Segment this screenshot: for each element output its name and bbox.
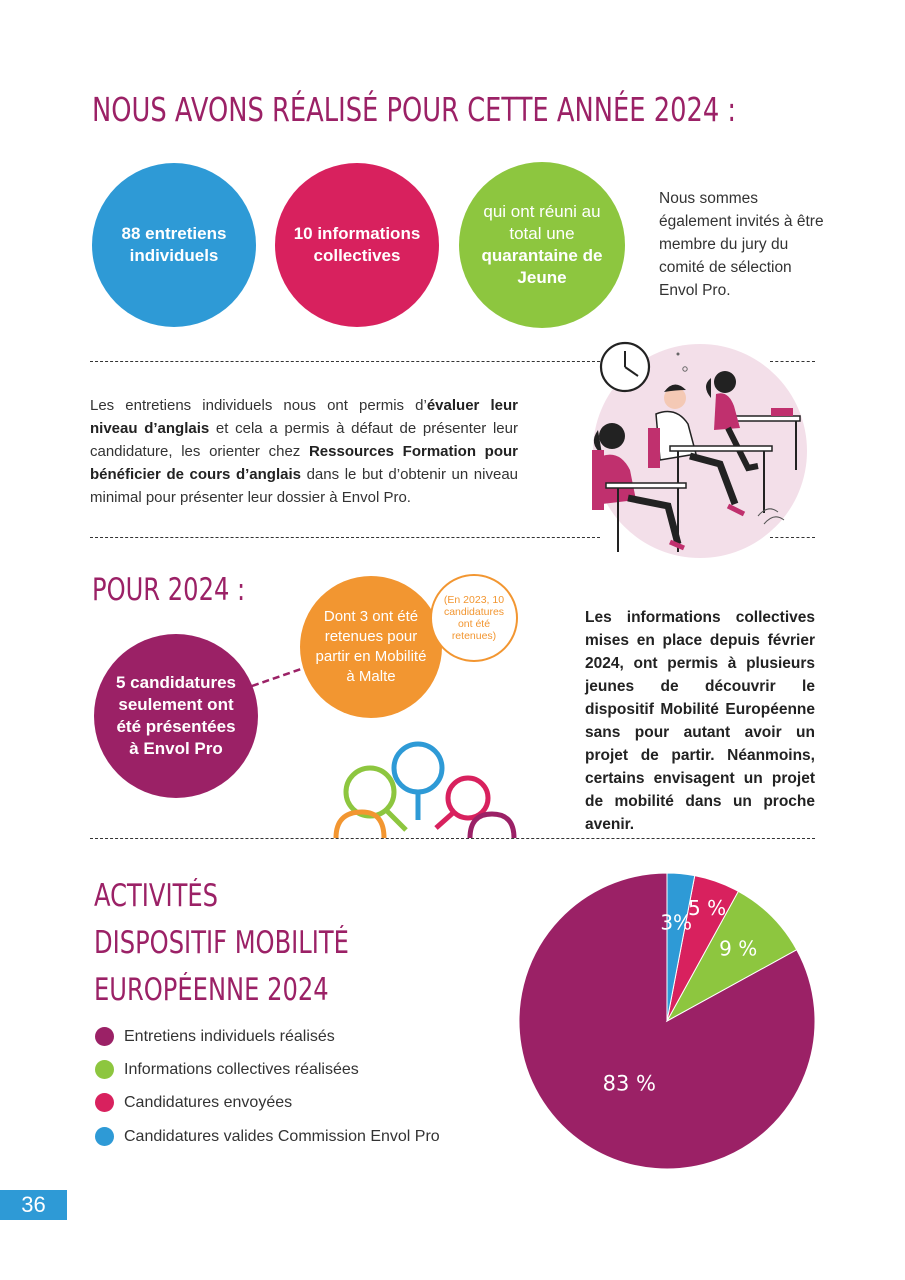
legend-label: Entretiens individuels réalisés [124,1027,335,1045]
legend-item-valides [95,1127,440,1146]
front-desk [606,483,686,488]
entretiens-bold-2: Ressources Formation pour bénéficier de cours d’anglais [90,443,518,483]
page-title-wrap [92,90,905,129]
legend-swatch [95,1060,114,1079]
person-front [599,423,625,449]
clock-icon [601,343,649,391]
pour-title-wrap [92,572,288,608]
legend-swatch [95,1093,114,1112]
separator-2b [770,537,815,538]
study-illustration [578,338,808,560]
jury-text: Nous sommes également invités à être membre du jury du comité de sélection Envol Pro. [659,190,824,299]
stat-circle-participants-bold: quarantaine de Jeune [481,246,603,287]
activites-title [94,873,421,1014]
back-desk [728,416,800,421]
entretiens-paragraph [90,394,518,509]
activites-title-line-3: EUROPÉENNE 2024 [94,972,329,1008]
people-search-icon [330,740,520,838]
stat-circle-informations [275,163,439,327]
middle-chair [648,428,660,468]
stat-circle-entretiens [92,163,256,327]
entretiens-bold-1: évaluer leur niveau d’anglais [90,397,519,437]
page-number: 36 [0,1190,67,1220]
legend-swatch [95,1027,114,1046]
pie-label-2: 9 % [719,936,758,961]
middle-desk [670,446,772,451]
separator-2a [90,537,600,538]
candidatures-circle [94,634,258,798]
stat-circle-participants-text: qui ont réuni au total une [483,202,601,243]
legend-item-entretiens [95,1027,335,1046]
note-2023-circle [430,574,518,662]
pie-label-3: 5 % [688,896,727,921]
pie-label-1: 83 % [602,1071,657,1096]
note-2023-text: (En 2023, 10 candidatures ont été retenues) [443,594,505,642]
separator-3 [90,838,815,839]
person-back [714,371,736,393]
legend-item-informations [95,1060,359,1079]
stat-circle-entretiens-text: 88 entretiens individuels [121,224,227,265]
legend-label: Informations collectives réalisées [124,1060,359,1078]
legend-label: Candidatures envoyées [124,1093,293,1111]
legend-item-candidatures [95,1093,292,1112]
entretiens-text-1: Les entretiens individuels nous ont permis d’ [90,397,427,414]
retenues-circle-text: Dont 3 ont été retenues pour partir en Mobilité à Malte [315,608,427,685]
activites-title-line-2: DISPOSITIF MOBILITÉ [94,925,349,961]
entretiens-text-3: dans le but d’obtenir un niveau minimal pour présenter leur dossier à Envol Pro. [90,466,519,506]
activites-title-line-1: ACTIVITÉS [94,878,218,914]
stat-circle-participants [459,162,625,328]
entretiens-text-2: et cela a permis à défaut de présenter leur candidature, les orienter chez [90,420,518,460]
candidatures-circle-text: 5 candidatures seulement ont été présentées à Envol Pro [116,673,236,758]
pie-chart [516,870,818,1172]
infos-collectives-text: Les informations collectives mises en place depuis février 2024, ont permis à plusieurs jeunes de découvrir le dispositif Mobilité Européenne sans pour autant avoir un projet de partir. Néanmoins, certains envisagent un projet de mobilité dans un proche avenir. [585,609,815,833]
page-title: NOUS AVONS RÉALISÉ POUR CETTE ANNÉE 2024 : [92,90,737,129]
legend-label: Candidatures valides Commission Envol Pro [124,1127,440,1145]
retenues-circle [300,576,442,718]
connector-line [252,668,304,686]
pie-label-4: 3% [660,910,693,935]
stat-circle-informations-text: 10 informations collectives [293,224,421,265]
separator-1a [90,361,600,362]
pour-title: POUR 2024 : [92,572,246,608]
book-icon [771,408,793,416]
decor-dot-2 [677,353,680,356]
legend-swatch [95,1127,114,1146]
